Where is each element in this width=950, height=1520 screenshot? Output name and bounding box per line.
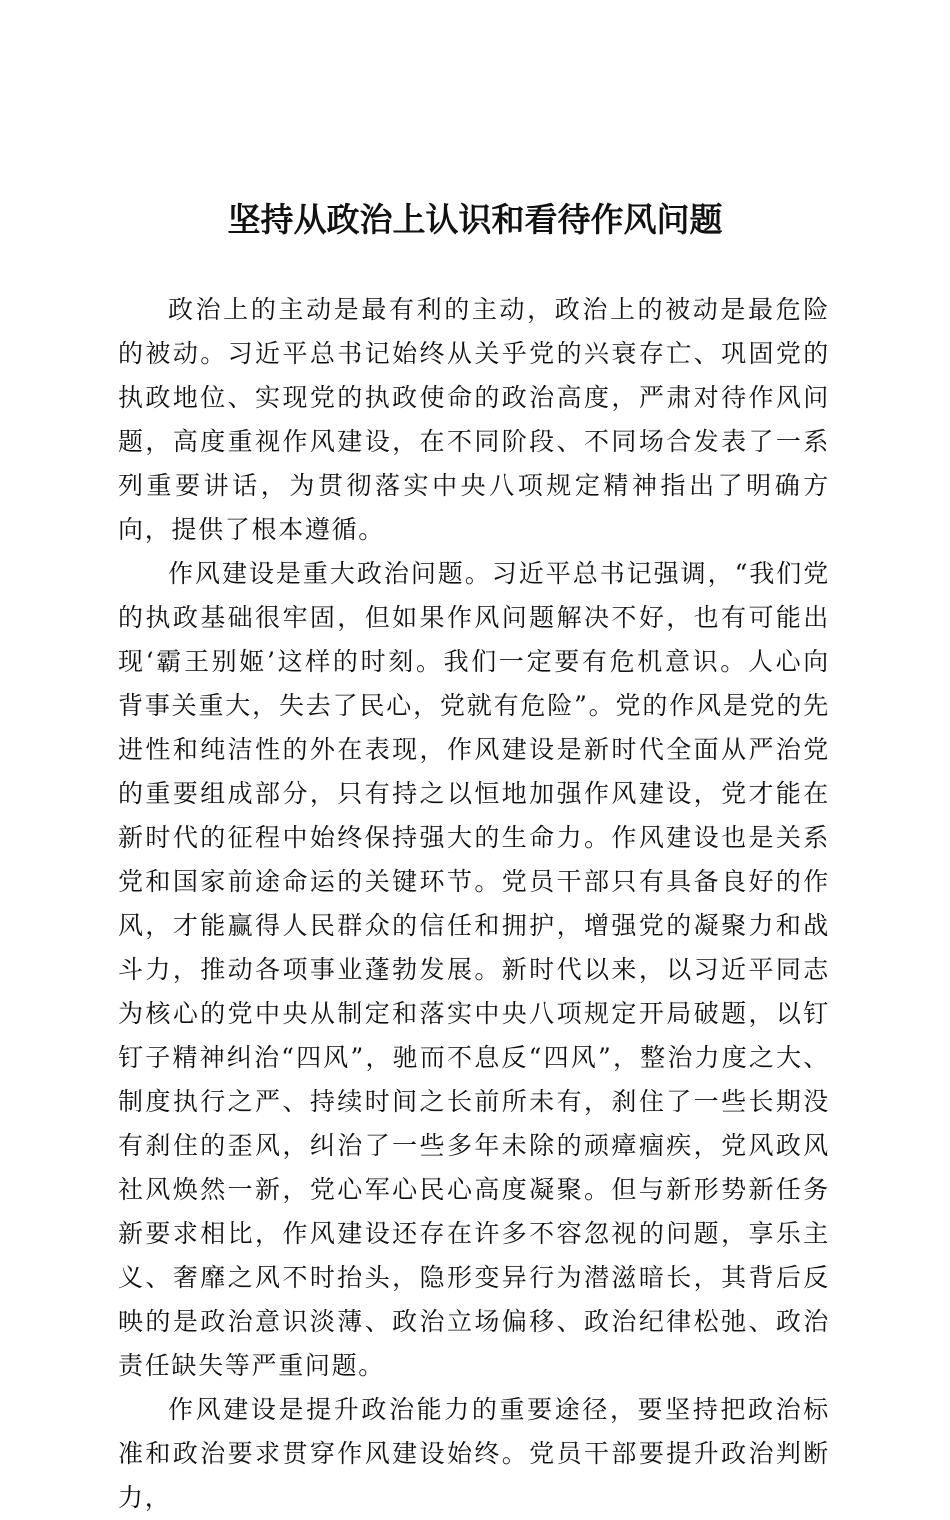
paragraph-2: 作风建设是重大政治问题。习近平总书记强调，“我们党的执政基础很牢固，但如果作风问题解决不好，也有可能出现‘霸王别姬’这样的时刻。我们一定要有危机意识。人心向背事关重大，失去了民心，党就有危险”。党的作风是党的先进性和纯洁性的外在表现，作风建设是新时代全面从严治党的重要组成部分，只有持之以恒地加强作风建设，党才能在新时代的征程中始终保持强大的生命力。作风建设也是关系党和国家前途命运的关键环节。党员干部只有具备良好的作风，才能赢得人民群众的信任和拥护，增强党的凝聚力和战斗力，推动各项事业蓬勃发展。新时代以来，以习近平同志为核心的党中央从制定和落实中央八项规定开局破题，以钉钉子精神纠治“四风”，驰而不息反“四风”，整治力度之大、制度执行之严、持续时间之长前所未有，刹住了一些长期没有刹住的歪风，纠治了一些多年未除的顽瘴痼疾，党风政风社风焕然一新，党心军心民心高度凝聚。但与新形势新任务新要求相比，作风建设还存在许多不容忽视的问题，享乐主义、奢靡之风不时抬头，隐形变异行为潜滋暗长，其背后反映的是政治意识淡薄、政治立场偏移、政治纪律松弛、政治责任缺失等严重问题。: [118, 559, 830, 1380]
paragraph-3: 作风建设是提升政治能力的重要途径，要坚持把政治标准和政治要求贯穿作风建设始终。党员干部要提升政治判断力，: [118, 1395, 830, 1512]
document-body: [118, 288, 830, 1520]
document-title: 坚持从政治上认识和看待作风问题: [227, 200, 723, 239]
paragraph-1: 政治上的主动是最有利的主动，政治上的被动是最危险的被动。习近平总书记始终从关乎党的兴衰存亡、巩固党的执政地位、实现党的执政使命的政治高度，严肃对待作风问题，高度重视作风建设，在不同阶段、不同场合发表了一系列重要讲话，为贯彻落实中央八项规定精神指出了明确方向，提供了根本遵循。: [118, 295, 830, 544]
